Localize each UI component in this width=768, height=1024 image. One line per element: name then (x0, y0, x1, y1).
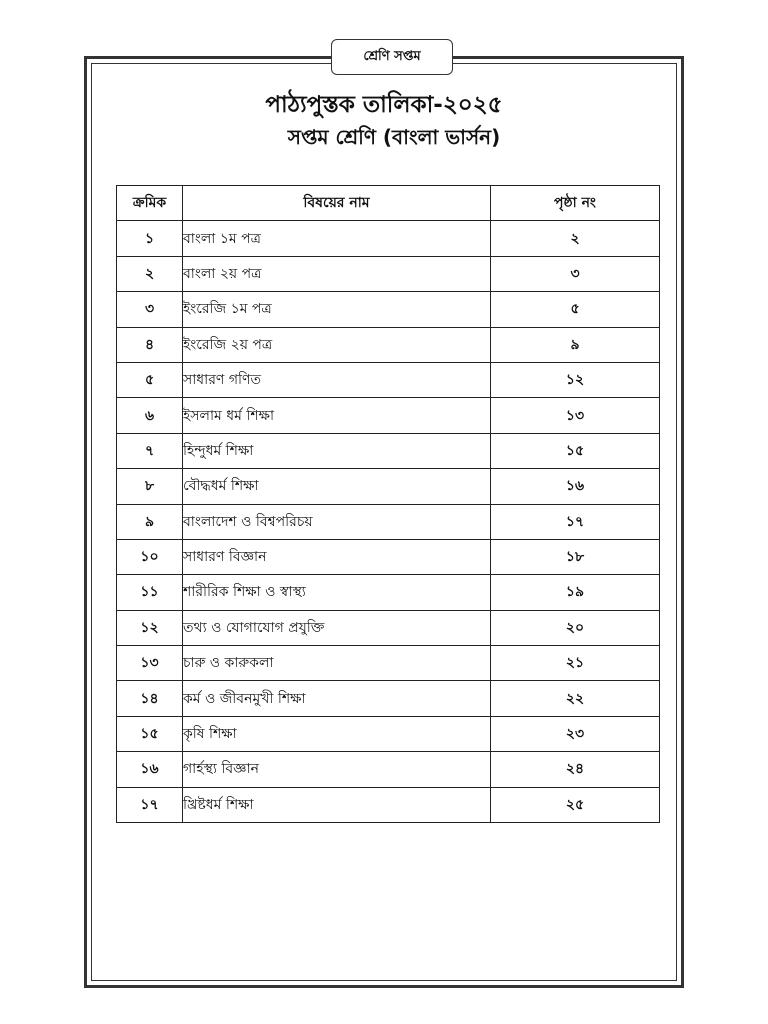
page-number-cell: ২৩ (491, 716, 660, 751)
table-header-row (117, 186, 660, 221)
serial-cell: ৯ (117, 504, 183, 539)
page-number-cell: ১৭ (491, 504, 660, 539)
serial-cell: ১ (117, 221, 183, 256)
table-row (117, 610, 660, 645)
subject-cell: হিন্দুধর্ম শিক্ষা (183, 433, 491, 468)
table-row (117, 327, 660, 362)
page-title: পাঠ্যপুস্তক তালিকা-২০২৫ (265, 92, 503, 118)
table-row (117, 221, 660, 256)
table-row (117, 575, 660, 610)
subject-cell: কৃষি শিক্ষা (183, 716, 491, 751)
subject-cell: ইংরেজি ১ম পত্র (183, 292, 491, 327)
page-number-cell: ২৫ (491, 787, 660, 822)
class-label-text: শ্রেণি সপ্তম (363, 48, 421, 64)
subject-cell: বাংলা ২য় পত্র (183, 256, 491, 291)
page-number-cell: ১৬ (491, 469, 660, 504)
page-number-cell: ৯ (491, 327, 660, 362)
page-number-cell: ৩ (491, 256, 660, 291)
table-row (117, 504, 660, 539)
page-number-cell: ২ (491, 221, 660, 256)
table-row (117, 539, 660, 574)
page-number-cell: ২২ (491, 681, 660, 716)
subject-cell: সাধারণ বিজ্ঞান (183, 539, 491, 574)
table-row (117, 433, 660, 468)
table-row (117, 292, 660, 327)
table-row (117, 646, 660, 681)
serial-cell: ১৭ (117, 787, 183, 822)
class-label-tab (331, 39, 453, 75)
table-row (117, 398, 660, 433)
table-row (117, 752, 660, 787)
serial-cell: ১১ (117, 575, 183, 610)
table-row (117, 787, 660, 822)
table-row (117, 362, 660, 397)
column-header-serial: ক্রমিক (117, 186, 183, 221)
subject-cell: ইংরেজি ২য় পত্র (183, 327, 491, 362)
subject-cell: সাধারণ গণিত (183, 362, 491, 397)
serial-cell: ১০ (117, 539, 183, 574)
page-number-cell: ২০ (491, 610, 660, 645)
subject-cell: গার্হস্থ্য বিজ্ঞান (183, 752, 491, 787)
subject-cell: কর্ম ও জীবনমুখী শিক্ষা (183, 681, 491, 716)
subject-cell: শারীরিক শিক্ষা ও স্বাস্থ্য (183, 575, 491, 610)
page-number-cell: ১৩ (491, 398, 660, 433)
page-number-cell: ১৯ (491, 575, 660, 610)
table-row (117, 469, 660, 504)
serial-cell: ১৪ (117, 681, 183, 716)
subject-cell: ইসলাম ধর্ম শিক্ষা (183, 398, 491, 433)
serial-cell: ১৬ (117, 752, 183, 787)
page-number-cell: ২৪ (491, 752, 660, 787)
page-number-cell: ১২ (491, 362, 660, 397)
subject-cell: বৌদ্ধধর্ম শিক্ষা (183, 469, 491, 504)
page-number-cell: ১৮ (491, 539, 660, 574)
serial-cell: ১২ (117, 610, 183, 645)
table-row (117, 256, 660, 291)
column-header-page: পৃষ্ঠা নং (491, 186, 660, 221)
table-row (117, 681, 660, 716)
serial-cell: ৫ (117, 362, 183, 397)
serial-cell: ৩ (117, 292, 183, 327)
page-number-cell: ২১ (491, 646, 660, 681)
serial-cell: ২ (117, 256, 183, 291)
subject-cell: খ্রিষ্টধর্ম শিক্ষা (183, 787, 491, 822)
page-subtitle: সপ্তম শ্রেণি (বাংলা ভার্সন) (287, 125, 501, 149)
page-number-cell: ১৫ (491, 433, 660, 468)
subject-cell: চারু ও কারুকলা (183, 646, 491, 681)
serial-cell: ৭ (117, 433, 183, 468)
serial-cell: ৬ (117, 398, 183, 433)
column-header-subject: বিষয়ের নাম (183, 186, 491, 221)
subject-cell: বাংলাদেশ ও বিশ্বপরিচয় (183, 504, 491, 539)
page-number-cell: ৫ (491, 292, 660, 327)
subject-cell: বাংলা ১ম পত্র (183, 221, 491, 256)
serial-cell: ১৫ (117, 716, 183, 751)
subject-cell: তথ্য ও যোগাযোগ প্রযুক্তি (183, 610, 491, 645)
serial-cell: ১৩ (117, 646, 183, 681)
textbook-list-table (116, 185, 660, 823)
serial-cell: ৮ (117, 469, 183, 504)
serial-cell: ৪ (117, 327, 183, 362)
table-row (117, 716, 660, 751)
